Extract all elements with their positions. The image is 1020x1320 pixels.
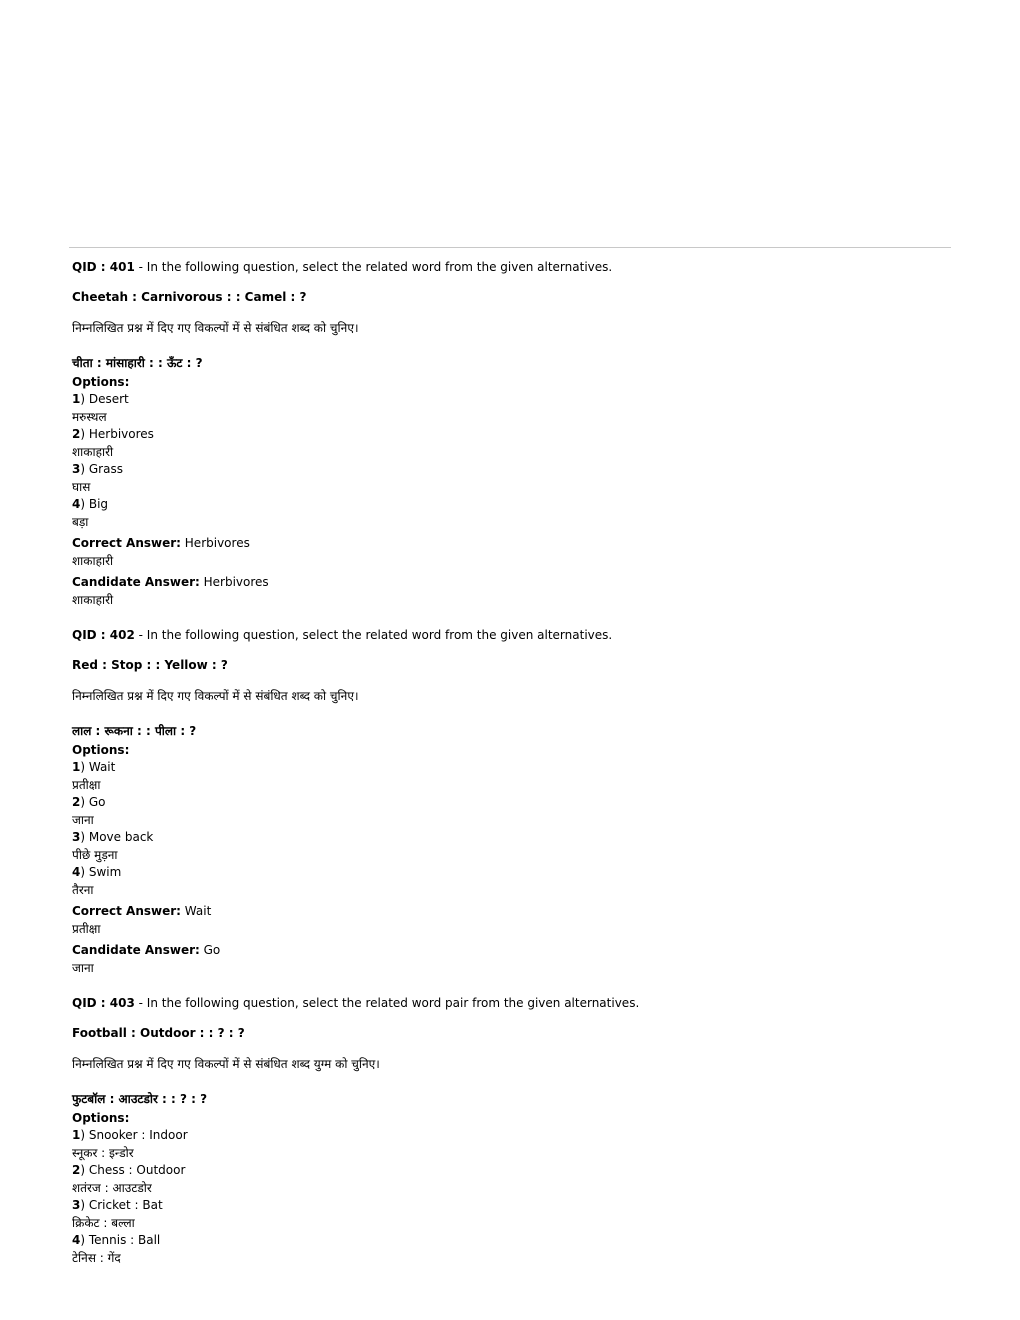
- option-text-en: ) Tennis : Ball: [80, 1233, 161, 1247]
- question-instruction-hi: निम्नलिखित प्रश्न में दिए गए विकल्पों में से संबंधित शब्द युग्म को चुनिए।: [72, 1057, 380, 1071]
- option-text-hi: शाकाहारी: [72, 444, 114, 459]
- qid-label: QID : 401: [72, 260, 135, 274]
- option-number: 3: [72, 462, 81, 476]
- header-divider: [69, 247, 951, 248]
- candidate-answer-hi: जाना: [72, 961, 94, 975]
- question-stem-hi: चीता : मांसाहारी : : ऊँट : ?: [72, 356, 203, 370]
- question-block-402: [72, 626, 932, 977]
- option-3: [72, 829, 932, 847]
- candidate-answer-label: Candidate Answer:: [72, 575, 200, 589]
- option-text-en: ) Wait: [80, 760, 116, 774]
- question-instruction: - In the following question, select the related word from the given alternatives.: [134, 628, 613, 642]
- candidate-answer: [72, 573, 932, 609]
- correct-answer-value: Herbivores: [180, 536, 250, 550]
- candidate-answer-value: Go: [199, 943, 221, 957]
- options-label: Options:: [72, 375, 130, 389]
- candidate-answer-label: Candidate Answer:: [72, 943, 200, 957]
- option-text-hi: जाना: [72, 812, 94, 827]
- correct-answer-hi: प्रतीक्षा: [72, 922, 101, 936]
- question-instruction: - In the following question, select the related word pair from the given alternatives.: [134, 996, 640, 1010]
- option-number: 2: [72, 795, 81, 809]
- option-text-en: ) Grass: [80, 462, 123, 476]
- option-number: 1: [72, 1128, 81, 1142]
- correct-answer-en: [72, 902, 932, 920]
- option-2: [72, 426, 932, 444]
- option-text-hi: शतंरज : आउटडोर: [72, 1180, 152, 1195]
- candidate-answer: [72, 941, 932, 977]
- question-stem-hi: लाल : रूकना : : पीला : ?: [72, 724, 197, 738]
- question-stem-en: Football : Outdoor : : ? : ?: [72, 1026, 245, 1040]
- question-list: [72, 258, 932, 1267]
- qid-label: QID : 402: [72, 628, 135, 642]
- option-number: 2: [72, 427, 81, 441]
- qid-label: QID : 403: [72, 996, 135, 1010]
- option-4: [72, 864, 932, 882]
- correct-answer-label: Correct Answer:: [72, 904, 181, 918]
- question-stem-en: Red : Stop : : Yellow : ?: [72, 658, 228, 672]
- question-stem-en: Cheetah : Carnivorous : : Camel : ?: [72, 290, 307, 304]
- correct-answer: [72, 534, 932, 570]
- correct-answer-label: Correct Answer:: [72, 536, 181, 550]
- candidate-answer-en: [72, 573, 932, 591]
- question-block-403: [72, 994, 932, 1267]
- option-text-hi: प्रतीक्षा: [72, 777, 101, 792]
- option-text-hi: टेनिस : गेंद: [72, 1250, 121, 1265]
- correct-answer-hi: शाकाहारी: [72, 554, 114, 568]
- option-number: 1: [72, 392, 81, 406]
- question-header: [72, 994, 932, 1012]
- question-instruction-hi: निम्नलिखित प्रश्न में दिए गए विकल्पों में से संबंधित शब्द को चुनिए।: [72, 321, 359, 335]
- option-number: 4: [72, 1233, 81, 1247]
- option-1: [72, 759, 932, 777]
- option-2: [72, 1162, 932, 1180]
- candidate-answer-value: Herbivores: [199, 575, 269, 589]
- option-2: [72, 794, 932, 812]
- option-text-en: ) Go: [80, 795, 106, 809]
- candidate-answer-hi: शाकाहारी: [72, 593, 114, 607]
- option-text-en: ) Snooker : Indoor: [80, 1128, 188, 1142]
- option-text-hi: घास: [72, 479, 91, 494]
- option-text-en: ) Swim: [80, 865, 122, 879]
- question-stem-hi: फुटबॉल : आउटडोर : : ? : ?: [72, 1092, 208, 1106]
- question-block-401: [72, 258, 932, 609]
- option-1: [72, 391, 932, 409]
- option-text-hi: बड़ा: [72, 514, 89, 529]
- option-text-hi: पीछे मुड़ना: [72, 847, 118, 862]
- option-text-en: ) Herbivores: [80, 427, 154, 441]
- option-text-en: ) Big: [80, 497, 109, 511]
- option-1: [72, 1127, 932, 1145]
- option-text-en: ) Chess : Outdoor: [80, 1163, 186, 1177]
- option-4: [72, 1232, 932, 1250]
- question-header: [72, 626, 932, 644]
- question-instruction: - In the following question, select the related word from the given alternatives.: [134, 260, 613, 274]
- option-text-hi: मरुस्थल: [72, 409, 107, 424]
- correct-answer-value: Wait: [180, 904, 212, 918]
- question-instruction-hi: निम्नलिखित प्रश्न में दिए गए विकल्पों में से संबंधित शब्द को चुनिए।: [72, 689, 359, 703]
- question-header: [72, 258, 932, 276]
- options-list: [72, 1127, 932, 1267]
- option-number: 4: [72, 865, 81, 879]
- option-text-hi: तैरना: [72, 882, 94, 897]
- option-number: 3: [72, 1198, 81, 1212]
- option-number: 4: [72, 497, 81, 511]
- option-3: [72, 461, 932, 479]
- option-4: [72, 496, 932, 514]
- candidate-answer-en: [72, 941, 932, 959]
- options-list: [72, 759, 932, 899]
- options-label: Options:: [72, 743, 130, 757]
- correct-answer: [72, 902, 932, 938]
- options-label: Options:: [72, 1111, 130, 1125]
- option-3: [72, 1197, 932, 1215]
- option-text-en: ) Desert: [80, 392, 129, 406]
- option-text-en: ) Cricket : Bat: [80, 1198, 163, 1212]
- correct-answer-en: [72, 534, 932, 552]
- option-text-hi: क्रिकेट : बल्ला: [72, 1215, 135, 1230]
- options-list: [72, 391, 932, 531]
- option-text-en: ) Move back: [80, 830, 154, 844]
- option-number: 3: [72, 830, 81, 844]
- option-number: 1: [72, 760, 81, 774]
- option-number: 2: [72, 1163, 81, 1177]
- option-text-hi: स्नूकर : इन्डोर: [72, 1145, 134, 1160]
